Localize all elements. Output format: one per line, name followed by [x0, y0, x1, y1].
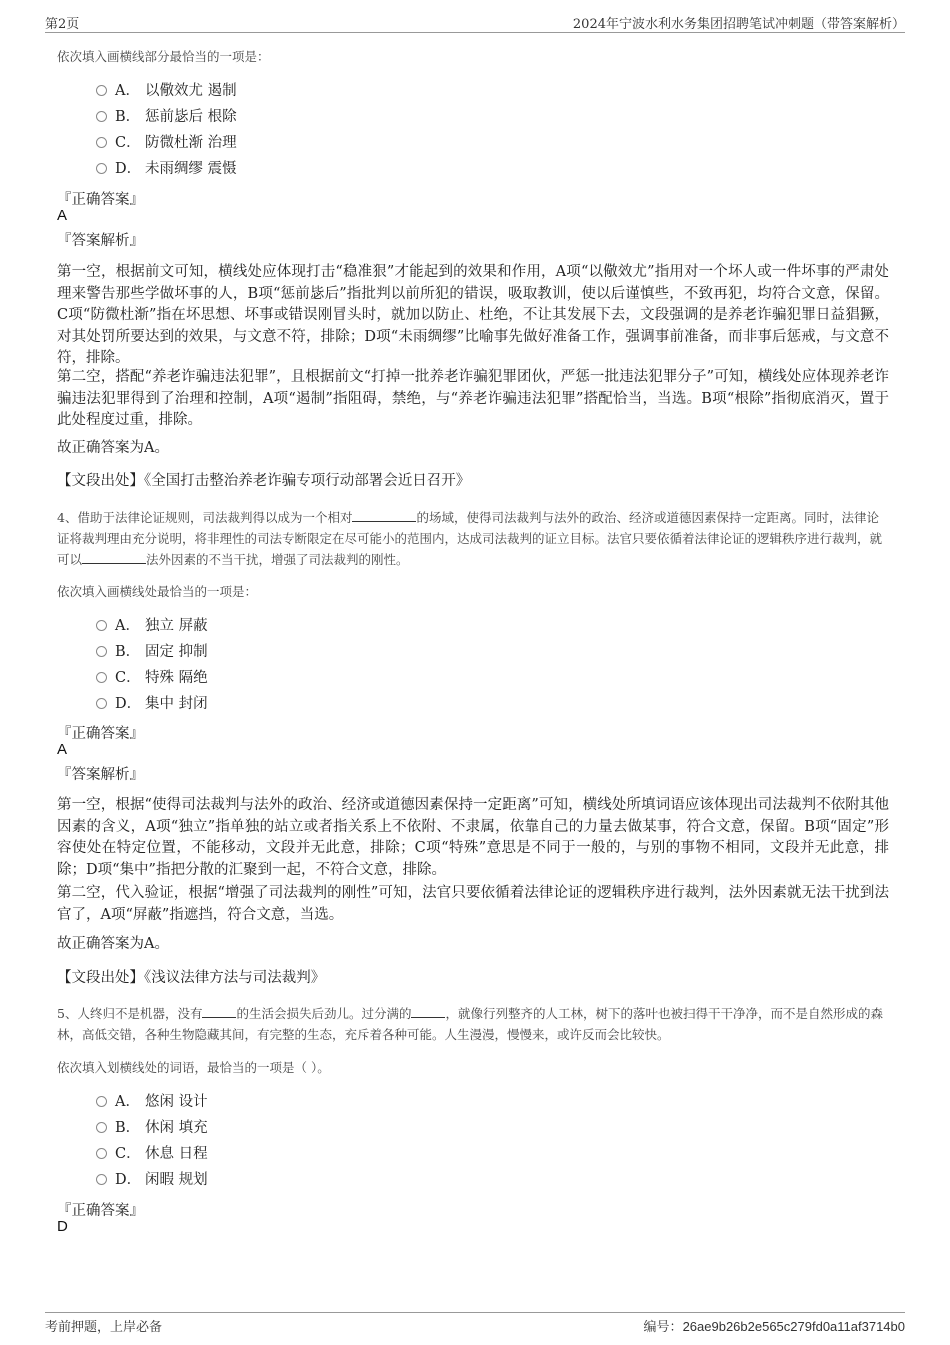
radio-icon[interactable] [96, 1174, 107, 1185]
q3-answer-label: 『正确答案』 [57, 192, 144, 208]
radio-icon[interactable] [96, 1122, 107, 1133]
q3-conclusion: 故正确答案为A。 [57, 440, 169, 456]
q3-answer: A [57, 207, 68, 224]
q5-option-d[interactable]: D． 闲暇 规划 [96, 1169, 208, 1191]
page-footer [45, 1312, 905, 1337]
source-title: 《全国打击整治养老诈骗专项行动部署会近日召开》 [144, 473, 471, 489]
document-title: 2024年宁波水利水务集团招聘笔试冲刺题（带答案解析） [572, 17, 905, 32]
page-number: 第2页 [45, 17, 80, 32]
q4-analysis-label: 『答案解析』 [57, 767, 144, 783]
q5-answer-label: 『正确答案』 [57, 1203, 144, 1219]
q5-option-a[interactable]: A． 悠闲 设计 [96, 1091, 208, 1113]
q4-source [57, 968, 889, 990]
q4-answer-label: 『正确答案』 [57, 726, 144, 742]
blank-line [82, 549, 146, 564]
q5-option-c[interactable]: C． 休息 日程 [96, 1143, 208, 1165]
source-label: 【文段出处】 [57, 970, 144, 986]
radio-icon[interactable] [96, 1096, 107, 1107]
q3-source [57, 471, 889, 493]
blank-line [411, 1003, 445, 1018]
q4-option-d[interactable]: D． 集中 封闭 [96, 693, 208, 715]
q4-prompt: 依次填入画横线处最恰当的一项是： [57, 584, 258, 599]
q4-option-b[interactable]: B． 固定 抑制 [96, 641, 208, 663]
q3-analysis-paragraph-1: 第一空，根据前文可知，横线处应体现打击“稳准狠”才能起到的效果和作用，A项“以儆效尤”指用对一个坏人或一件坏事的严肃处理来警告那些学做坏事的人，B项“惩前毖后”指批判以前所犯的错误，吸取教训，使以后谨慎些，不致再犯，均符合文意，保留。C项“防微杜渐”指在坏思想、坏事或错误刚冒头时，就加以防止、杜绝，不让其发展下去，文段强调的是养老诈骗犯罪日益猖獗，对其处罚所要达到的效果，与文意不符，排除；D项“未雨绸缪”比喻事先做好准备工作，强调事前准备，而非事后惩戒，与文意不符，排除。 [57, 264, 889, 366]
q4-option-a[interactable]: A． 独立 屏蔽 [96, 615, 208, 637]
source-title: 《浅议法律方法与司法裁判》 [144, 970, 326, 986]
q3-option-b[interactable]: B． 惩前毖后 根除 [96, 106, 237, 128]
q5-answer: D [57, 1218, 68, 1235]
blank-line [202, 1003, 236, 1018]
q5-stem: 5、人终归不是机器，没有 的生活会损失后劲儿。过分满的 ，就像行列整齐的人工林，树下的落叶也被扫得干干净净，而不是自然形成的森林，高低交错，各种生物隐藏其间，有完整的生态，充斥着各种可能。人生漫漫，慢慢来，或许反而会比较快。 [57, 1003, 889, 1045]
radio-icon[interactable] [96, 85, 107, 96]
q4-option-c[interactable]: C． 特殊 隔绝 [96, 667, 208, 689]
radio-icon[interactable] [96, 163, 107, 174]
footer-slogan: 考前押题，上岸必备 [45, 1320, 163, 1335]
q5-option-b[interactable]: B． 休闲 填充 [96, 1117, 208, 1139]
q4-conclusion: 故正确答案为A。 [57, 936, 169, 952]
radio-icon[interactable] [96, 137, 107, 148]
q4-answer: A [57, 741, 68, 758]
q3-option-a[interactable]: A． 以儆效尤 遏制 [96, 80, 237, 102]
q5-prompt: 依次填入划横线处的词语，最恰当的一项是（ ）。 [57, 1060, 330, 1075]
q3-prompt: 依次填入画横线部分最恰当的一项是： [57, 49, 270, 64]
q3-option-d[interactable]: D． 未雨绸缪 震慑 [96, 158, 237, 180]
q4-stem: 4、借助于法律论证规则，司法裁判得以成为一个相对 的场域，使得司法裁判与法外的政治、经济或道德因素保持一定距离。同时，法律论证将裁判理由充分说明，将非理性的司法专断限定在尽可能小的范围内，达成司法裁判的证立目标。法官只要依循着法律论证的逻辑秩序进行裁判，就可以 法外因素的不当干扰，增强了司法裁判的刚性。 [57, 507, 889, 570]
page-header [45, 10, 905, 33]
q4-analysis-paragraph-2: 第二空，代入验证，根据“增强了司法裁判的刚性”可知，法官只要依循着法律论证的逻辑秩序进行裁判，法外因素就无法干扰到法官了，A项“屏蔽”指遮挡，符合文意，当选。 [57, 885, 889, 923]
radio-icon[interactable] [96, 698, 107, 709]
blank-line [352, 507, 416, 522]
document-code: 编号：26ae9b26b2e565c279fd0a11af3714b0 [643, 1319, 905, 1335]
q3-analysis-paragraph-2: 第二空，搭配“养老诈骗违法犯罪”，且根据前文“打掉一批养老诈骗犯罪团伙，严惩一批违法犯罪分子”可知，横线处应体现养老诈骗违法犯罪得到了治理和控制，A项“遏制”指阻碍，禁绝，与“养老诈骗违法犯罪”搭配恰当，当选。B项“根除”指彻底消灭，置于此处程度过重，排除。 [57, 369, 889, 428]
radio-icon[interactable] [96, 620, 107, 631]
radio-icon[interactable] [96, 646, 107, 657]
source-label: 【文段出处】 [57, 473, 144, 489]
radio-icon[interactable] [96, 672, 107, 683]
q4-analysis-paragraph-1: 第一空，根据“使得司法裁判与法外的政治、经济或道德因素保持一定距离”可知，横线处所填词语应该体现出司法裁判不依附其他因素的含义，A项“独立”指单独的站立或者指关系上不依附、不隶属，依靠自己的力量去做某事，符合文意，保留。B项“固定”形容使处在特定位置，不能移动，文段并无此意，排除；C项“特殊”意思是不同于一般的，与别的事物不相同，文段并无此意，排除；D项“集中”指把分散的汇聚到一起，不符合文意，排除。 [57, 797, 889, 878]
radio-icon[interactable] [96, 1148, 107, 1159]
radio-icon[interactable] [96, 111, 107, 122]
q3-option-c[interactable]: C． 防微杜渐 治理 [96, 132, 237, 154]
q3-analysis-label: 『答案解析』 [57, 233, 144, 249]
